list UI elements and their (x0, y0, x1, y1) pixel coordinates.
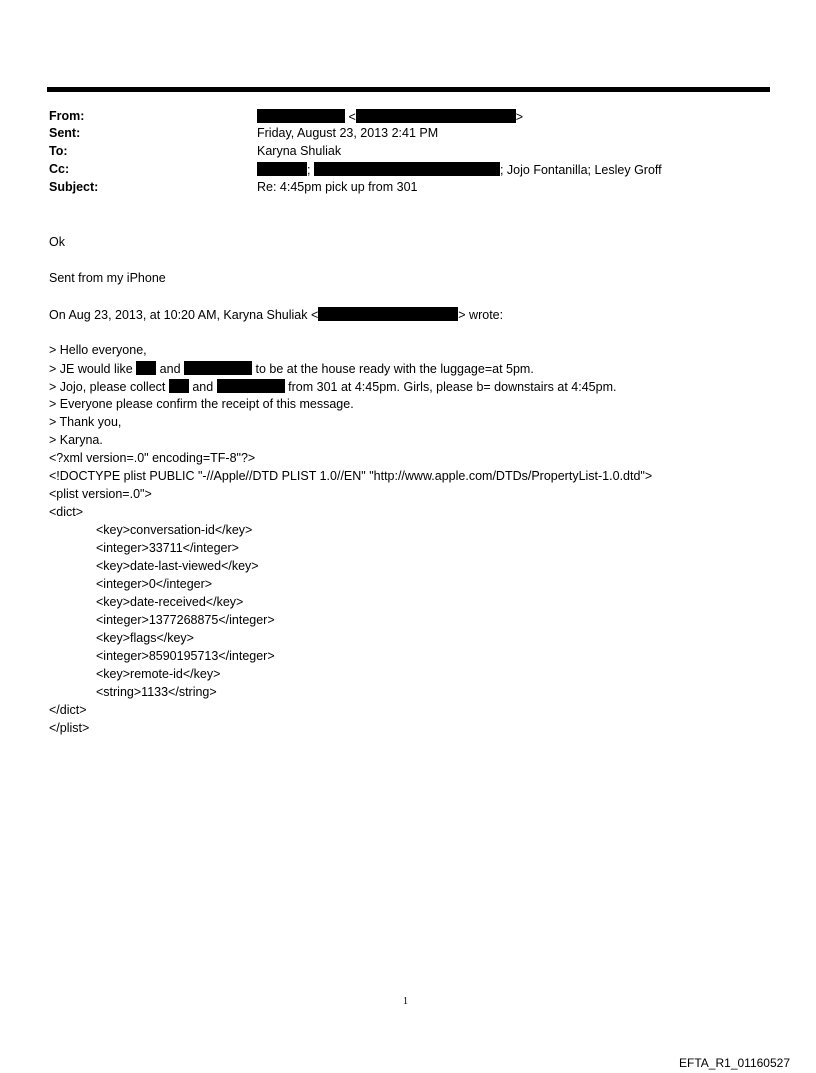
quoted-segment: > JE would like (49, 362, 137, 376)
reply-text: Ok (49, 235, 65, 249)
redaction-box (318, 307, 458, 321)
xml-line: </plist> (49, 721, 90, 735)
quote-intro (49, 307, 503, 322)
quoted-segment: > Jojo, please collect (49, 380, 169, 394)
xml-line: <key>flags</key> (96, 631, 194, 645)
to-label: To: (49, 144, 68, 158)
xml-line: <integer>33711</integer> (96, 541, 239, 555)
redaction-box (184, 361, 252, 375)
from-gt: > (515, 110, 524, 124)
sent-value: Friday, August 23, 2013 2:41 PM (257, 126, 439, 140)
xml-line: <key>conversation-id</key> (96, 523, 253, 537)
xml-line: <integer>1377268875</integer> (96, 613, 275, 627)
xml-line: <dict> (49, 505, 84, 519)
xml-line: <string>1133</string> (96, 685, 217, 699)
cc-separator: ; (307, 163, 311, 177)
redaction-box (136, 361, 156, 375)
quoted-segment: and (188, 380, 217, 394)
from-lt: < (348, 110, 356, 124)
cc-tail: ; Jojo Fontanilla; Lesley Groff (499, 163, 662, 177)
subject-value: Re: 4:45pm pick up from 301 (257, 180, 418, 194)
to-value: Karyna Shuliak (257, 144, 342, 158)
xml-line: <plist version=.0"> (49, 487, 152, 501)
page-number: 1 (403, 996, 408, 1007)
quoted-segment: from 301 at 4:45pm. Girls, please b= downstairs at 4:45pm. (284, 380, 617, 394)
signature-text: Sent from my iPhone (49, 271, 166, 285)
quote-intro-pre: On Aug 23, 2013, at 10:20 AM, Karyna Shuliak < (49, 308, 319, 322)
quoted-line (49, 361, 534, 376)
redaction-box (257, 109, 345, 123)
cc-value (257, 162, 662, 177)
quoted-line: > Thank you, (49, 415, 122, 429)
quoted-line: > Karyna. (49, 433, 103, 447)
xml-line: <key>date-last-viewed</key> (96, 559, 259, 573)
xml-line: <key>remote-id</key> (96, 667, 221, 681)
redaction-box (356, 109, 516, 123)
redaction-box (217, 379, 285, 393)
xml-line: </dict> (49, 703, 87, 717)
cc-label: Cc: (49, 162, 70, 176)
bates-number: EFTA_R1_01160527 (679, 1056, 790, 1070)
redaction-box (169, 379, 189, 393)
quote-intro-post: > wrote: (458, 308, 504, 322)
quoted-segment: to be at the house ready with the luggage=at 5pm. (252, 362, 534, 376)
quoted-line: > Hello everyone, (49, 343, 147, 357)
sent-label: Sent: (49, 126, 81, 140)
from-value (257, 109, 523, 124)
quoted-line: > Everyone please confirm the receipt of this message. (49, 397, 354, 411)
xml-line: <integer>0</integer> (96, 577, 213, 591)
quoted-segment: and (156, 362, 185, 376)
xml-line: <?xml version=.0" encoding=TF-8"?> (49, 451, 256, 465)
redaction-box (314, 162, 500, 176)
xml-line: <key>date-received</key> (96, 595, 244, 609)
header-rule (47, 87, 770, 92)
subject-label: Subject: (49, 180, 99, 194)
quoted-line (49, 379, 616, 394)
redaction-box (257, 162, 307, 176)
xml-line: <integer>8590195713</integer> (96, 649, 275, 663)
from-label: From: (49, 109, 85, 123)
xml-line: <!DOCTYPE plist PUBLIC "-//Apple//DTD PLIST 1.0//EN" "http://www.apple.com/DTDs/PropertyList-1.0.dtd"> (49, 469, 653, 483)
